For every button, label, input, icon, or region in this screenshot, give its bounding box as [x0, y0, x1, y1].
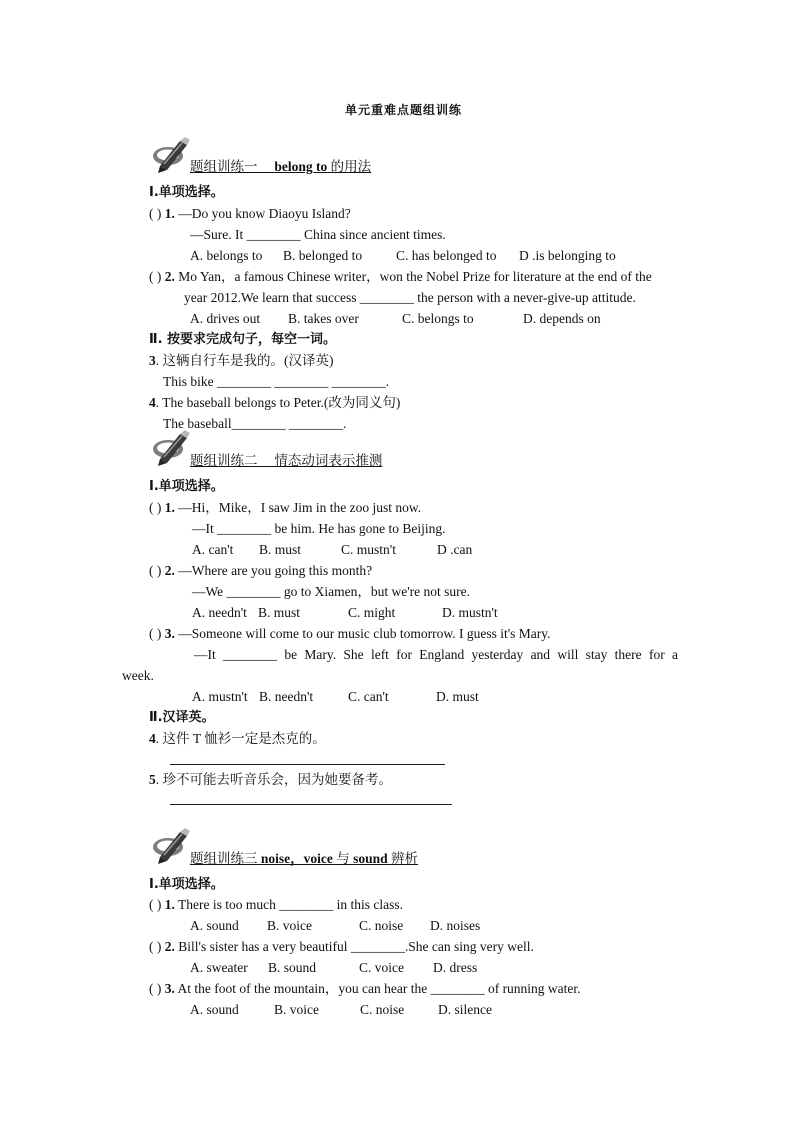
group3-header-prefix: 题组训练三 — [190, 851, 261, 866]
option-c[interactable]: C. belongs to — [402, 311, 474, 326]
option-b[interactable]: B. needn't — [259, 689, 314, 704]
question-number: 2. — [164, 269, 175, 284]
question-number: 5 — [149, 772, 156, 787]
question-number: 1. — [164, 206, 175, 221]
question-text: Bill's sister has a very beautiful ________.She can sing very well. — [178, 939, 534, 954]
question-text: —Hi，Mike，I saw Jim in the zoo just now. — [178, 500, 422, 515]
option-a[interactable]: A. sound — [190, 1002, 239, 1017]
question-number: 2. — [164, 563, 175, 578]
pen-icon — [150, 827, 192, 867]
option-b[interactable]: B. voice — [267, 918, 312, 933]
g1-q2-line2: year 2012.We learn that success ________ the person with a never-give-up attitude. — [184, 290, 636, 305]
question-text: At the foot of the mountain，you can hear the ________ of running water. — [177, 981, 581, 996]
question-text: Mo Yan，a famous Chinese writer，won the Nobel Prize for literature at the end of the — [178, 269, 652, 284]
question-text: . 珍不可能去听音乐会，因为她要备考。 — [155, 772, 392, 787]
pen-icon — [150, 136, 192, 176]
question-number: 1. — [164, 500, 175, 515]
group3-header-word1: noise，voice — [260, 851, 333, 866]
g3-q3-stem — [149, 981, 581, 997]
g2-q3-stem — [149, 626, 551, 642]
option-a[interactable]: A. can't — [192, 542, 234, 557]
group1-header-topic: belong to — [274, 159, 328, 174]
g2-q2-stem — [149, 563, 372, 579]
option-b[interactable]: B. must — [258, 605, 301, 620]
option-a[interactable]: A. sound — [190, 918, 239, 933]
question-number: 1. — [164, 897, 175, 912]
g1-q1-options — [190, 248, 616, 264]
group1-header-prefix: 题组训练一 — [190, 159, 275, 174]
group3-header-suffix: 辨析 — [387, 851, 419, 866]
group1-header-suffix: 的用法 — [327, 159, 372, 174]
option-d[interactable]: D. must — [436, 689, 479, 704]
g2-q1-options — [192, 542, 472, 558]
question-text: —Where are you going this month? — [178, 563, 373, 578]
option-d[interactable]: D. noises — [430, 918, 481, 933]
option-d[interactable]: D. silence — [438, 1002, 492, 1017]
g2-q3-options — [192, 689, 479, 705]
g1-q1-line2: —Sure. It ________ China since ancient times. — [190, 227, 446, 242]
question-text: . The baseball belongs to Peter.(改为同义句) — [155, 395, 401, 410]
g2-q2-options — [192, 605, 498, 621]
option-c[interactable]: C. has belonged to — [396, 248, 497, 263]
question-number: 4 — [149, 395, 156, 410]
group1-section1-heading: Ⅰ.单项选择。 — [149, 185, 224, 200]
answer-paren[interactable]: ( ) — [149, 897, 162, 912]
g1-q4-text — [149, 395, 400, 411]
option-c[interactable]: C. noise — [360, 1002, 405, 1017]
option-d[interactable]: D .is belonging to — [519, 248, 616, 263]
g3-q1-stem — [149, 897, 403, 913]
g1-q2-options — [190, 311, 601, 327]
option-a[interactable]: A. sweater — [190, 960, 248, 975]
option-b[interactable]: B. sound — [268, 960, 317, 975]
option-a[interactable]: A. needn't — [192, 605, 247, 620]
option-b[interactable]: B. must — [259, 542, 302, 557]
group1-section2-heading: Ⅱ. 按要求完成句子，每空一词。 — [149, 332, 337, 347]
answer-paren[interactable]: ( ) — [149, 563, 162, 578]
question-number: 2. — [164, 939, 175, 954]
g1-q2-stem — [149, 269, 652, 285]
g2-q5-answer-line[interactable] — [170, 804, 452, 805]
group3-header-word2: sound — [353, 851, 388, 866]
answer-paren[interactable]: ( ) — [149, 939, 162, 954]
question-number: 4 — [149, 731, 156, 746]
option-c[interactable]: C. voice — [359, 960, 404, 975]
g3-q2-options — [190, 960, 477, 976]
group2-section2-heading: Ⅱ.汉译英。 — [149, 710, 215, 725]
question-number: 3 — [149, 353, 156, 368]
question-text: There is too much ________ in this class. — [178, 897, 403, 912]
option-a[interactable]: A. mustn't — [192, 689, 248, 704]
g1-q3-text — [149, 353, 334, 369]
option-c[interactable]: C. noise — [359, 918, 404, 933]
g3-q3-options — [190, 1002, 492, 1018]
g2-q1-line2: —It ________ be him. He has gone to Beijing. — [192, 521, 446, 536]
option-d[interactable]: D. mustn't — [442, 605, 498, 620]
answer-paren[interactable]: ( ) — [149, 500, 162, 515]
g2-q1-stem — [149, 500, 421, 516]
option-c[interactable]: C. mustn't — [341, 542, 396, 557]
g1-q3-answer-line[interactable]: This bike ________ ________ ________. — [163, 374, 390, 389]
option-d[interactable]: D. dress — [433, 960, 478, 975]
g2-q5-text — [149, 772, 392, 788]
question-number: 3. — [164, 626, 175, 641]
question-text: . 这件 T 恤衫一定是杰克的。 — [155, 731, 326, 746]
option-d[interactable]: D. depends on — [523, 311, 601, 326]
g3-q1-options — [190, 918, 480, 934]
g2-q3-line3: week. — [122, 668, 154, 683]
group3-section1-heading: Ⅰ.单项选择。 — [149, 877, 224, 892]
group3-header-mid: 与 — [332, 851, 354, 866]
option-b[interactable]: B. voice — [274, 1002, 319, 1017]
option-d[interactable]: D .can — [437, 542, 473, 557]
g1-q4-answer-line[interactable]: The baseball________ ________. — [163, 416, 347, 431]
option-a[interactable]: A. drives out — [190, 311, 261, 326]
group1-header — [190, 159, 371, 175]
g2-q3-line2: —It ________ be Mary. She left for England yesterday and will stay there for a — [194, 647, 678, 662]
option-c[interactable]: C. can't — [348, 689, 389, 704]
option-c[interactable]: C. might — [348, 605, 396, 620]
pen-icon — [150, 429, 192, 469]
question-number: 3. — [164, 981, 175, 996]
question-text: —Do you know Diaoyu Island? — [178, 206, 351, 221]
option-b[interactable]: B. belonged to — [283, 248, 363, 263]
g2-q4-answer-line[interactable] — [170, 764, 445, 765]
group2-header: 题组训练二 情态动词表示推测 — [190, 453, 383, 468]
question-text: —Someone will come to our music club tomorrow. I guess it's Mary. — [178, 626, 551, 641]
g1-q1-stem — [149, 206, 351, 222]
page-title: 单元重难点题组训练 — [345, 103, 463, 117]
g3-q2-stem — [149, 939, 534, 955]
g2-q4-text — [149, 731, 326, 747]
g2-q2-line2: —We ________ go to Xiamen，but we're not sure. — [192, 584, 471, 599]
answer-paren[interactable]: ( ) — [149, 206, 162, 221]
answer-paren[interactable]: ( ) — [149, 981, 162, 996]
option-b[interactable]: B. takes over — [288, 311, 359, 326]
question-text: . 这辆自行车是我的。(汉译英) — [155, 353, 334, 368]
answer-paren[interactable]: ( ) — [149, 269, 162, 284]
option-a[interactable]: A. belongs to — [190, 248, 263, 263]
answer-paren[interactable]: ( ) — [149, 626, 162, 641]
group3-header — [190, 851, 418, 867]
group2-section1-heading: Ⅰ.单项选择。 — [149, 479, 224, 494]
